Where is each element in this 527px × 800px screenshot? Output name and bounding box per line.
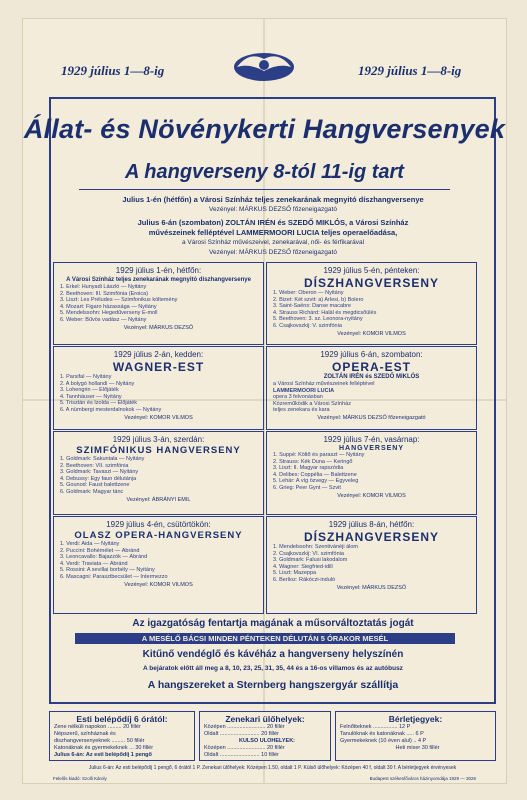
- program-row: 4. Debussy: Egy faun délutánja: [60, 475, 137, 482]
- program-conductor: Vezényel: KOMOR VILMOS: [124, 581, 193, 588]
- program-heading: DÍSZHANGVERSENY: [303, 530, 440, 544]
- program-row: 6. Weber: Bűvös vadász — Nyitány: [60, 316, 147, 323]
- ticket-row: Katonáknak és gyermekeknek ... 30 fillér: [54, 745, 154, 751]
- program-row: teljes zenekara és kara: [273, 407, 330, 414]
- program-conductor: Vezényel: KOMOR VILMOS: [337, 492, 406, 499]
- program-row: 2. Beethoven: VII. szimfónia: [60, 462, 129, 469]
- program-row: 3. Goldmark: Falusi lakodalom: [273, 557, 348, 564]
- note-program-change: Az igazgatóság fentartja magának a műsorváltoztatás jogát: [132, 618, 414, 629]
- program-date: 1929 július 4-én, csütörtökön:: [106, 520, 211, 529]
- program-date: 1929 július 1-én, hétfőn:: [115, 266, 202, 275]
- imprint-printer: Budapest székesfőváros házinyomdája 1929 — 3026: [369, 776, 476, 781]
- program-row: 1. Verdi: Aida — Nyitány: [60, 541, 120, 547]
- ticket-box-evening: [49, 711, 195, 761]
- program-conductor: Vezényel: MÁRKUS DEZSŐ főzeneigazgató: [317, 414, 426, 421]
- poster-title: Állat- és Növénykerti Hangversenyek: [23, 114, 506, 144]
- divider: [79, 189, 450, 190]
- ticket-row: Középen ......................... 20 fillér: [204, 724, 285, 730]
- imprint-publisher: Felelős kiadó: Szolli Károly: [53, 776, 107, 781]
- crest-emblem-icon: [229, 49, 299, 83]
- program-row: 1. Erkel: Hunyadi László — Nyitány: [60, 284, 147, 290]
- program-row: 5. Liszt: Mazeppa: [273, 570, 317, 577]
- intro-line: Vezényel: MÁRKUS DEZSŐ főzeneigazgató: [209, 249, 337, 256]
- program-row: 3. Leoncavallo: Bajazzók — Ábránd: [60, 554, 148, 561]
- poster-sheet: [22, 18, 507, 784]
- program-row: 3. Liszt: Les Préludes — Szimfonikus költemény: [60, 297, 178, 304]
- ticket-title: Bérletjegyek:: [388, 714, 443, 724]
- program-box: [53, 262, 264, 345]
- program-heading: OPERA-EST: [331, 360, 411, 374]
- program-row: 2. A bolygó hollandi — Nyitány: [60, 380, 135, 387]
- program-heading: OLASZ OPERA-HANGVERSENY: [74, 530, 243, 541]
- program-row: 6. Grieg: Peer Gynt — Szvit: [273, 484, 341, 491]
- intro-line: Vezényel: MÁRKUS DEZSŐ főzeneigazgató: [209, 206, 337, 213]
- program-row: 2. Csajkovszkij: VI. szimfónia: [273, 550, 344, 557]
- ticket-title: Esti belépődíj 6 órától:: [76, 714, 168, 724]
- program-box: [266, 262, 477, 345]
- note-instruments: A hangszereket a Sternberg hangszergyár szállítja: [147, 679, 399, 691]
- ticket-box-seats: [199, 711, 331, 761]
- program-row: 4. Tannhäuser — Nyitány: [60, 393, 122, 400]
- program-row: 1. Suppé: Költő és paraszt — Nyitány: [273, 452, 365, 458]
- program-row: 6. Berlioz: Rákóczi-induló: [273, 576, 336, 583]
- intro-line: művészeinek felléptével LAMMERMOORI LUCIA teljes operaelőadása,: [148, 228, 398, 237]
- program-heading: WAGNER-EST: [112, 360, 205, 374]
- program-date: 1929 július 2-án, kedden:: [113, 350, 204, 359]
- ticket-row: Tanulóknak és katonáknak ..... 6 P: [340, 731, 424, 737]
- program-date: 1929 július 5-én, pénteken:: [323, 266, 420, 275]
- program-heading: HANGVERSENY: [338, 445, 405, 452]
- date-left: 1929 július 1—8-ig: [61, 63, 165, 78]
- program-box: [53, 346, 264, 430]
- program-row: 3. Lohengrin — Előjáték: [60, 387, 119, 394]
- program-conductor: Vezényel: ÁBRÁNYI EMIL: [126, 496, 191, 503]
- program-row: 6. A nürnbergi mesterdalnokok — Nyitány: [60, 406, 162, 413]
- note-storyteller: A MESÉLŐ BÁCSI MINDEN PÉNTEKEN DÉLUTÁN 5 ÓRAKOR MESÉL: [75, 633, 455, 644]
- intro-line: a Városi Színház művészeivel, zenekarával, női- és férfikarával: [181, 239, 365, 246]
- program-box: [53, 516, 264, 614]
- date-right: 1929 július 1—8-ig: [358, 63, 462, 78]
- intro-line: Julius 1-én (hétfőn) a Városi Színház teljes zenekarának megnyitó díszhangversenye: [122, 195, 424, 204]
- note-transport: A bejáratok előtt áll meg a 8, 10, 23, 25, 31, 35, 44 és a 16-os villamos és az autóbusz: [143, 665, 403, 672]
- program-box: [53, 431, 264, 515]
- program-row: Közreműködik a Városi Színház: [273, 400, 351, 407]
- program-heading: DÍSZHANGVERSENY: [303, 276, 440, 290]
- program-row: 4. Delibes: Coppélia — Balettzene: [273, 471, 357, 478]
- footer-note: Julius 6-án: Az esti belépődíj 1 pengő, 6 órától 1 P. Zenekari ülőhelyek: Középen 1.50, oldalt 1 P. Külső ülőhelyek: Középen 40 f, oldalt 30 f. A bérletjegyek érvényesek: [88, 765, 457, 771]
- ticket-row: Julius 6-án: Az esti belépődíj 1 pengő: [54, 752, 152, 758]
- program-row: opera 3 felvonásban: [273, 394, 323, 401]
- program-row: 2. Beethoven: III. Szimfónia (Eroica): [60, 290, 149, 297]
- program-row: 3. Goldmark: Tavaszi — Nyitány: [60, 469, 139, 476]
- program-row: 5. Beethoven: 3. sz. Leonora-nyitány: [273, 316, 363, 323]
- program-conductor: Vezényel: MÁRKUS DEZSŐ: [123, 324, 194, 331]
- ticket-title: Zenekari ülőhelyek:: [225, 714, 305, 724]
- program-row: LAMMERMOORI LUCIA: [273, 387, 335, 394]
- program-date: 1929 július 6-án, szombaton:: [320, 350, 423, 359]
- program-date: 1929 július 7-én, vasárnap:: [323, 435, 420, 444]
- program-conductor: Vezényel: KOMOR VILMOS: [124, 414, 193, 421]
- program-row: 6. Csajkovszkij: V. szimfónia: [273, 322, 342, 329]
- ticket-box-passes: [335, 711, 496, 761]
- program-row: 2. Strauss: Kék Duna — Keringő: [273, 458, 353, 465]
- ticket-row: KÜLSŐ ÜLŐHELYEK:: [238, 738, 296, 744]
- program-subtitle: ZOLTÁN IRÉN és SZEDŐ MIKLÓS: [323, 374, 420, 380]
- ticket-row: Zene nélküli napokon ......... 20 fillér: [54, 724, 141, 730]
- ticket-row: diszhangversenyeknek ......... 50 fillér: [54, 738, 145, 744]
- program-box: [266, 346, 477, 430]
- note-restaurant: Kitűnő vendéglő és kávéház a hangverseny helyszínén: [142, 649, 404, 660]
- program-row: 3. Liszt: II. Magyar rapszódia: [273, 465, 344, 472]
- ticket-row: Gyermekeknek (10 éven alul) .. 4 P: [340, 738, 427, 744]
- program-row: 1. Parsifal — Nyitány: [60, 374, 112, 380]
- program-date: 1929 július 3-án, szerdán:: [112, 435, 205, 444]
- program-row: 5. Trisztán és Izolda — Előjáték: [60, 400, 138, 407]
- program-row: 4. Strauss Richárd: Halál és megdicsőülés: [273, 309, 377, 316]
- program-subtitle: A Városi Színház teljes zenekarának megnyitó díszhangversenye: [66, 277, 251, 283]
- intro-line: Julius 6-án (szombaton) ZOLTÁN IRÉN és SZEDŐ MIKLÓS, a Városi Színház: [137, 218, 409, 227]
- program-row: 5. Rossini: A sevillai borbély — Nyitány: [60, 567, 155, 574]
- program-box: [266, 431, 477, 515]
- program-row: 4. Wagner: Siegfried-idill: [273, 563, 333, 570]
- ticket-row: Oldalt .......................... 10 fillér: [204, 752, 279, 758]
- program-conductor: Vezényel: KOMOR VILMOS: [337, 330, 406, 337]
- program-row: 5. Gounod: Faust balettzene: [60, 482, 130, 489]
- poster-subtitle: A hangverseny 8-tól 11-ig tart: [125, 161, 404, 183]
- program-row: 1. Goldmark: Sakuntala — Nyitány: [60, 456, 145, 462]
- program-row: 5. Lehár: A víg özvegy — Egyveleg: [273, 478, 359, 485]
- program-heading: SZIMFÓNIKUS HANGVERSENY: [76, 445, 241, 456]
- ticket-row: Népszerű, színháznak és: [54, 731, 116, 737]
- program-row: 2. Puccini: Bohémélet — Ábránd: [60, 547, 140, 554]
- ticket-row: Felnőtteknek ................ 12 P: [340, 724, 411, 730]
- program-row: 6. Goldmark: Magyar tánc: [60, 488, 124, 495]
- program-date: 1929 július 8-án, hétfőn:: [328, 520, 415, 529]
- program-row: a Városi Színház művészeinek felléptével: [273, 381, 375, 387]
- program-row: 1. Weber: Oberon — Nyitány: [273, 290, 344, 296]
- ticket-row: Heti mixer 30 fillér: [395, 745, 440, 751]
- program-row: 3. Saint-Saëns: Danse macabre: [273, 303, 351, 310]
- program-row: 1. Mendelssohn: Szentivánéji álom: [273, 544, 358, 550]
- program-row: 5. Mendelssohn: Hegedűverseny E-moll: [60, 310, 158, 317]
- program-row: 2. Bizet: Két szvit: a) Arlesi, b) Bolero: [273, 296, 364, 303]
- ticket-row: Középen ......................... 20 fillér: [204, 745, 285, 751]
- program-row: 4. Verdi: Traviata — Ábránd: [60, 560, 128, 567]
- ticket-row: Oldalt .......................... 20 fillér: [204, 731, 279, 737]
- program-box: [266, 516, 477, 614]
- program-row: 4. Mozart: Figaro házassága — Nyitány: [60, 303, 157, 310]
- program-conductor: Vezényel: MÁRKUS DEZSŐ: [336, 584, 407, 591]
- program-row: 6. Mascagni: Parasztbecsület — Intermezzo: [60, 573, 168, 580]
